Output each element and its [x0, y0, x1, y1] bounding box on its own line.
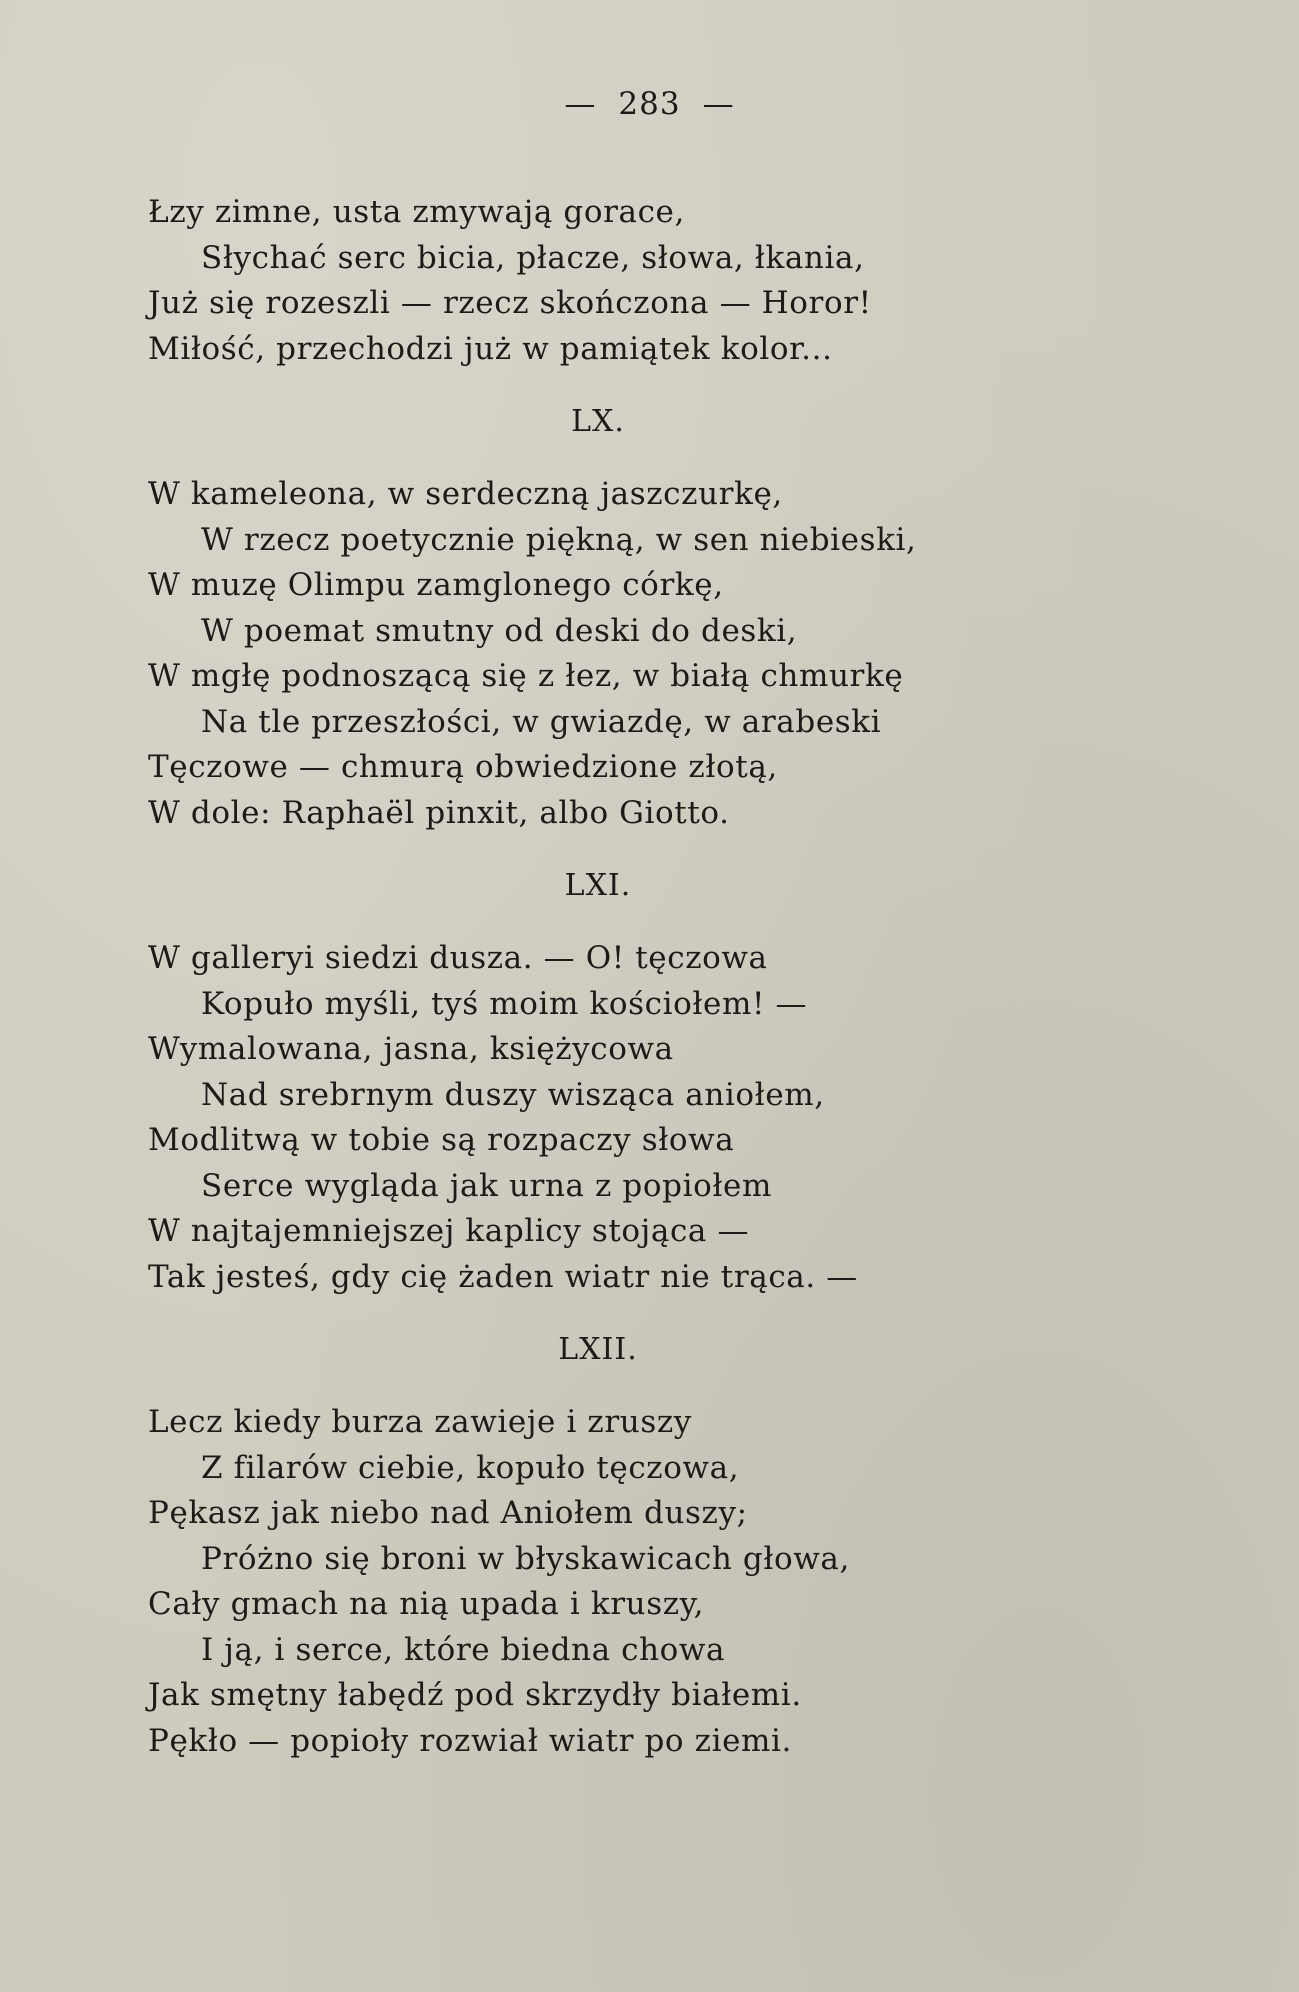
verse-line: Serce wygląda jak urna z popiołem — [201, 1167, 772, 1204]
verse-line: I ją, i serce, które biedna chowa — [201, 1631, 726, 1668]
verse-line: Kopuło myśli, tyś moim kościołem! — — [201, 985, 808, 1022]
verse-line: Tak jesteś, gdy cię żaden wiatr nie trąca. — — [148, 1258, 858, 1295]
verse-line: Lecz kiedy burza zawieje i zruszy — [148, 1404, 692, 1440]
verse-line: Miłość, przechodzi już w pamiątek kolor... — [148, 330, 833, 367]
page-number — [0, 86, 1299, 122]
poem-text — [148, 190, 1198, 1764]
verse-line: Jak smętny łabędź pod skrzydły białemi. — [148, 1677, 802, 1713]
verse-line: W mgłę podnoszącą się z łez, w białą chmurkę — [148, 658, 904, 694]
verse-line: W najtajemniejszej kaplicy stojąca — — [148, 1213, 750, 1249]
verse-line: W dole: Raphaël pinxit, albo Giotto. — [148, 794, 730, 831]
verse-line: Próżno się broni w błyskawicach głowa, — [201, 1540, 850, 1577]
stanza — [148, 190, 1198, 372]
stanza — [148, 1300, 1198, 1764]
verse-line: W rzecz poetycznie piękną, w sen niebieski, — [201, 521, 917, 558]
verse-line: Pękasz jak niebo nad Aniołem duszy; — [148, 1495, 748, 1531]
verse-line: W poemat smutny od deski do deski, — [201, 612, 798, 649]
verse-line: Pękło — popioły rozwiał wiatr po ziemi. — [148, 1722, 792, 1759]
verse-line: Z filarów ciebie, kopuło tęczowa, — [201, 1449, 740, 1486]
verse-line: Już się rozeszli — rzecz skończona — Horor! — [148, 285, 872, 321]
verse-line: W muzę Olimpu zamglonego córkę, — [148, 567, 724, 603]
page-number-value: 283 — [618, 86, 681, 122]
verse-line: Łzy zimne, usta zmywają gorace, — [148, 194, 685, 230]
verse-line: Modlitwą w tobie są rozpaczy słowa — [148, 1122, 735, 1158]
verse-line: Cały gmach na nią upada i kruszy, — [148, 1586, 705, 1622]
verse-line: Wymalowana, jasna, księżycowa — [148, 1031, 674, 1067]
verse-line: Na tle przeszłości, w gwiazdę, w arabeski — [201, 703, 882, 740]
stanza — [148, 372, 1198, 836]
verse-line: Tęczowe — chmurą obwiedzione złotą, — [148, 749, 778, 785]
verse-line: Słychać serc bicia, płacze, słowa, łkania, — [201, 239, 865, 276]
stanza-heading: LXI. — [564, 868, 632, 903]
stanza-heading: LXII. — [558, 1332, 638, 1367]
verse-line: W galleryi siedzi dusza. — O! tęczowa — [148, 940, 768, 976]
page-number-dash-left: — — [564, 86, 597, 122]
verse-line: Nad srebrnym duszy wisząca aniołem, — [201, 1076, 825, 1113]
verse-line: W kameleona, w serdeczną jaszczurkę, — [148, 476, 783, 512]
stanza — [148, 836, 1198, 1300]
stanza-heading: LX. — [571, 404, 625, 439]
page-number-dash-right: — — [702, 86, 735, 122]
